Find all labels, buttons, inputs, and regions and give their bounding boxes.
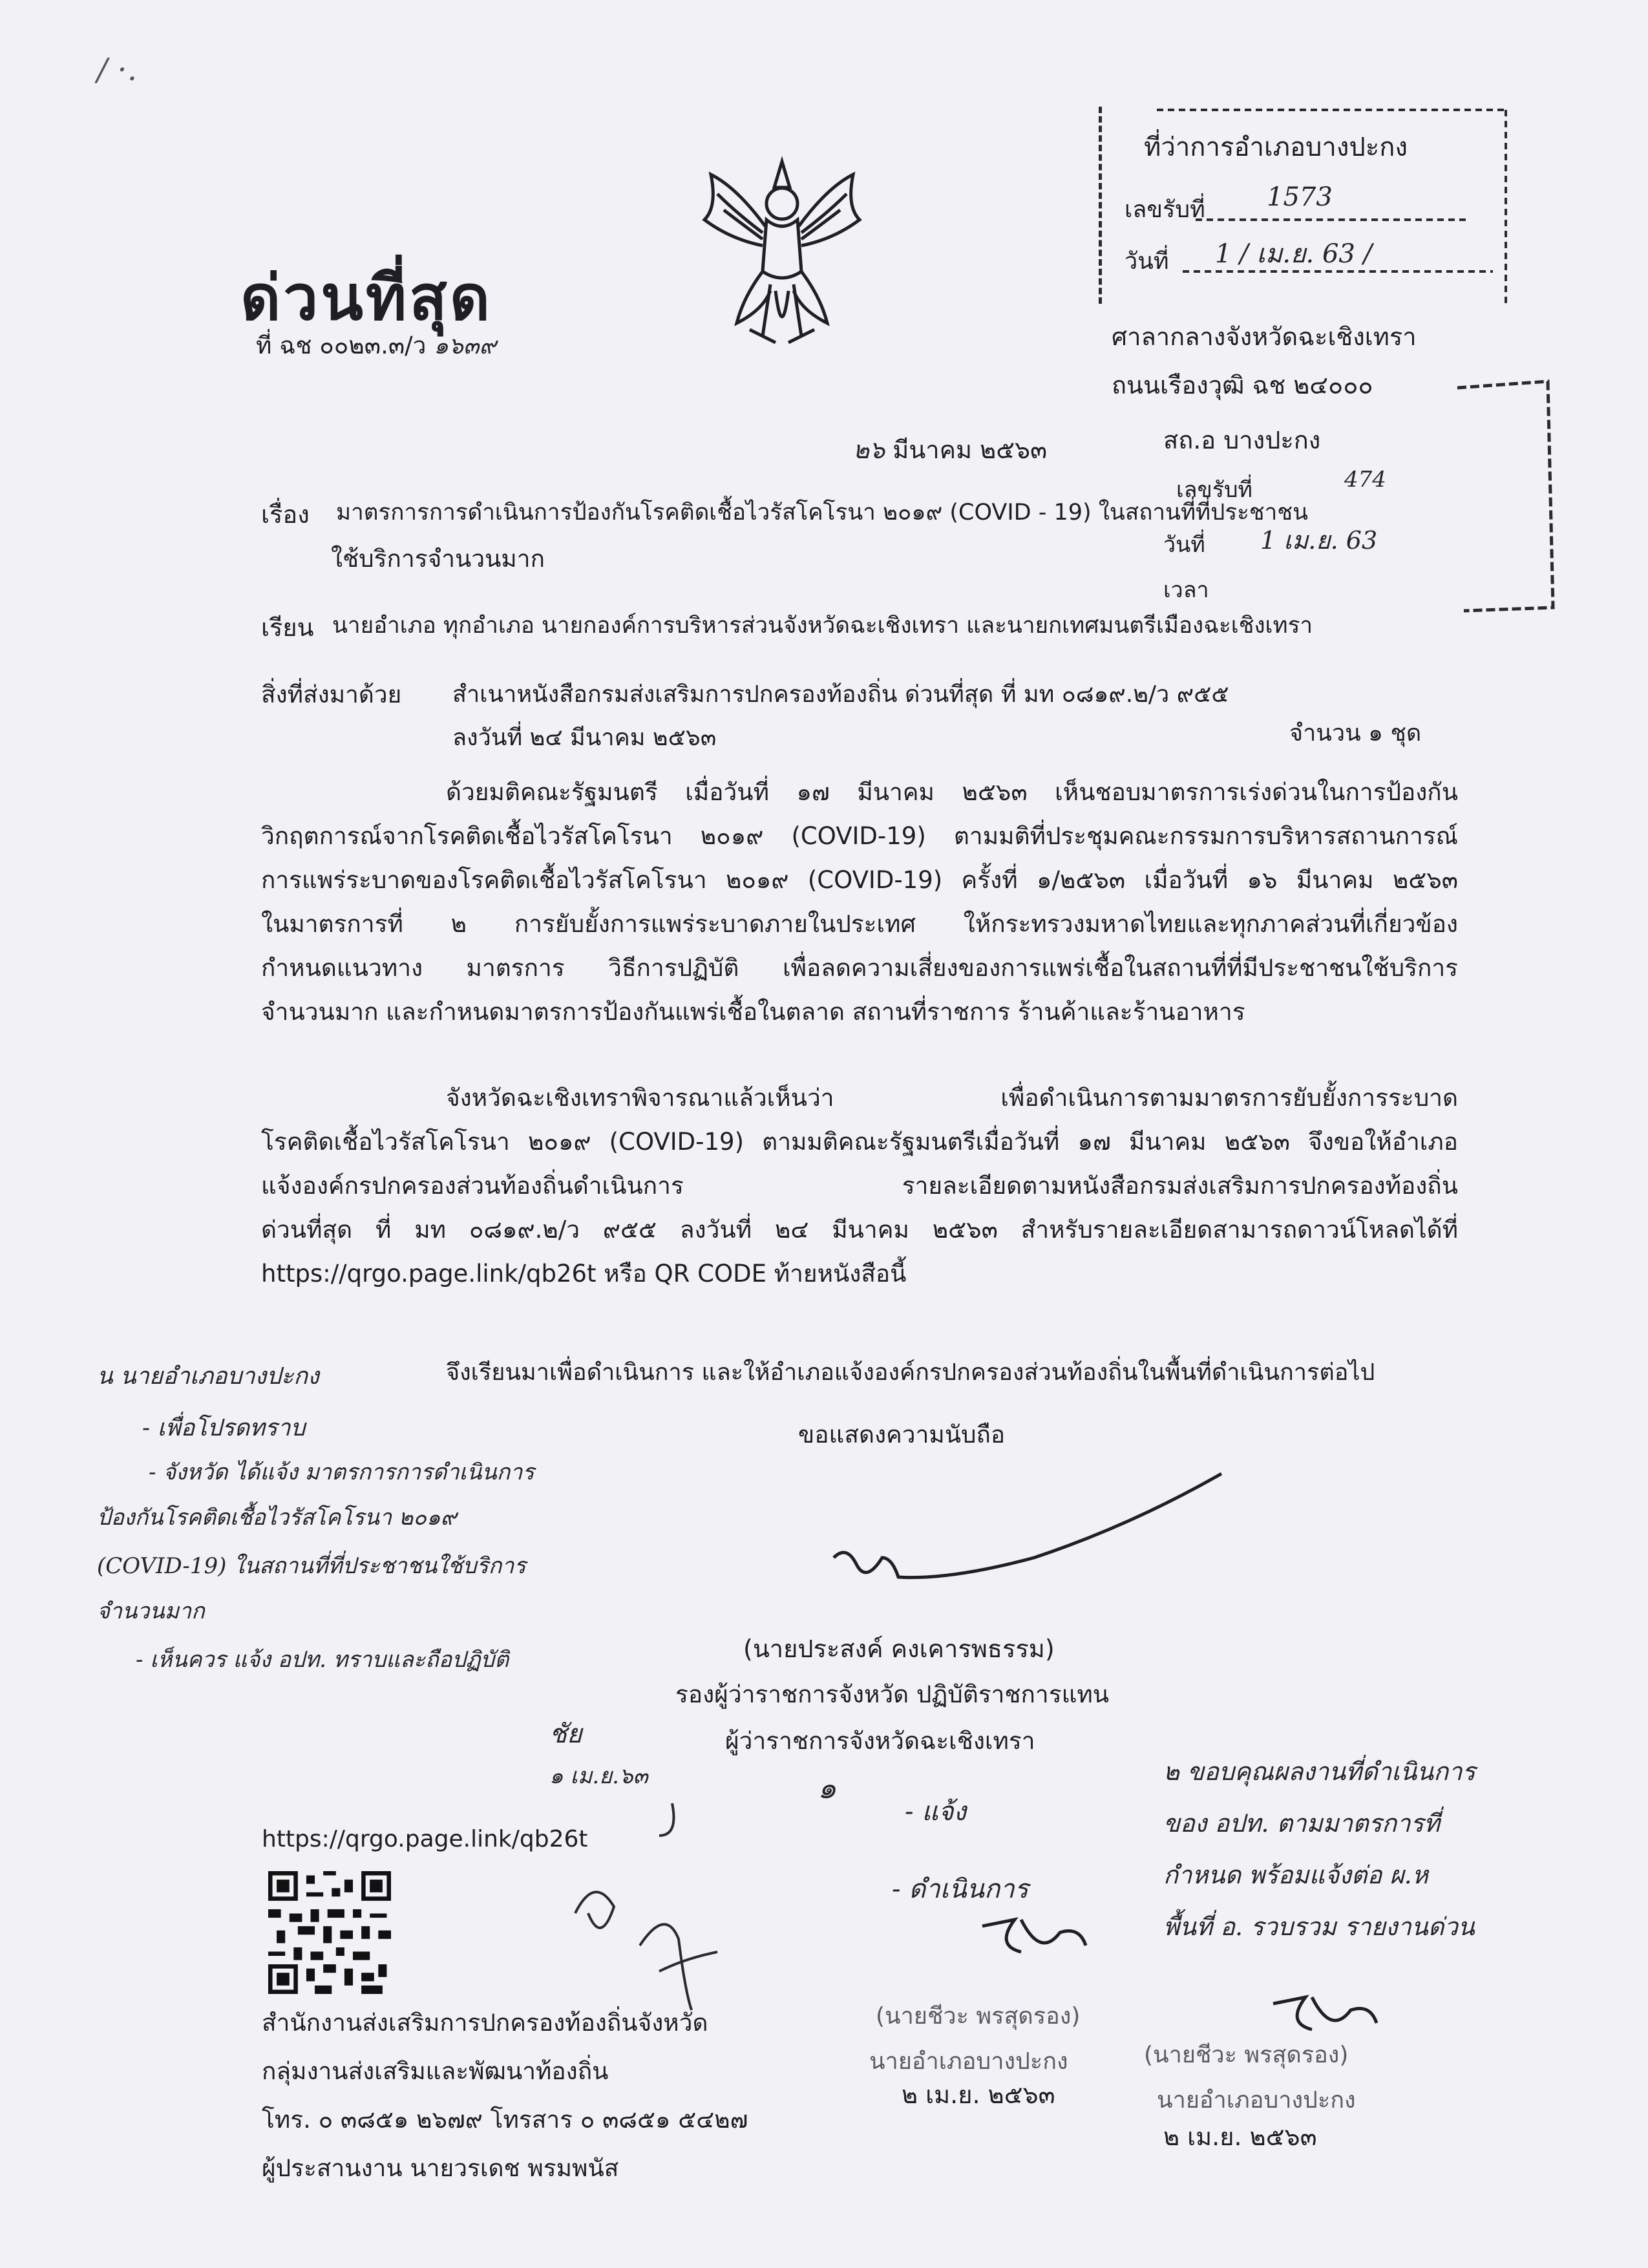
local-stamp-recv-no: 474 (1344, 467, 1386, 493)
letter-date-month-year: มีนาคม ๒๕๖๓ (893, 436, 1048, 464)
margin-note-line: - จังหวัด ได้แจ้ง มาตรการการดำเนินการ (149, 1459, 534, 1485)
district-stamp-recv-label: เลขรับที่ (1125, 196, 1205, 223)
signatory-name: (นายประสงค์ คงเคารพธรรม) (743, 1635, 1055, 1663)
local-stamp-date: 1 เม.ย. 63 (1260, 526, 1378, 555)
doc-number (256, 326, 496, 365)
para2-line: แจ้งองค์กรปกครองส่วนท้องถิ่นดำเนินการ รายละเอียดตามหนังสือกรมส่งเสริมการปกครองท้องถิ่น (261, 1172, 1458, 1200)
enclosure-label: สิ่งที่ส่งมาด้วย (261, 681, 402, 708)
to-text: นายอำเภอ ทุกอำเภอ นายกองค์การบริหารส่วนจังหวัดฉะเชิงเทรา และนายกเทศมนตรีเมืองฉะเชิงเทรา (332, 613, 1313, 639)
signatory-title1: รองผู้ว่าราชการจังหวัด ปฏิบัติราชการแทน (675, 1680, 1110, 1708)
para1-line: กำหนดแนวทาง มาตรการ วิธีการปฏิบัติ เพื่อลดความเสี่ยงของการแพร่เชื้อในสถานที่ที่มีประชาชนใช้บริการ (261, 954, 1458, 982)
margin-note-line: ป้องกันโรคติดเชื้อไวรัสโคโรนา ๒๐๑๙ (97, 1505, 457, 1531)
footer-line: โทร. ๐ ๓๘๕๑ ๒๖๗๙ โทรสาร ๐ ๓๘๕๑ ๕๔๒๗ (262, 2106, 748, 2134)
district-stamp-date: 1 / เม.ย. 63 / (1215, 239, 1373, 269)
para1-line: วิกฤตการณ์จากโรคติดเชื้อไวรัสโคโรนา ๒๐๑๙ (COVID-19) ตามมติที่ประชุมคณะกรรมการบริหารสถานการณ์ (261, 822, 1458, 850)
district-chief-title-2: นายอำเภอบางปะกง (1157, 2087, 1356, 2114)
right-note-line: กำหนด พร้อมแจ้งต่อ ผ.ห (1163, 1861, 1428, 1889)
subject-label: เรื่อง (261, 500, 310, 529)
margin-note-line: - เห็นควร แจ้ง อปท. ทราบและถือปฏิบัติ (136, 1647, 509, 1673)
footer-line: ผู้ประสานงาน นายวรเดช พรมพนัส (262, 2154, 619, 2182)
garuda-emblem (698, 149, 866, 349)
local-stamp-title: สถ.อ บางปะกง (1163, 426, 1321, 454)
district-chief-title-1: นายอำเภอบางปะกง (869, 2048, 1068, 2075)
urgency-stamp: ด่วนที่สุด (240, 261, 493, 334)
para1-line: การแพร่ระบาดของโรคติดเชื้อไวรัสโคโรนา ๒๐๑๙ (COVID-19) ครั้งที่ ๑/๒๕๖๓ เมื่อวันที่ ๑๖ มีนาคม ๒๕๖๓ (261, 866, 1458, 894)
scan-mark: / ·. (97, 52, 137, 88)
district-stamp-dotted-lines (1118, 110, 1519, 304)
initial-mark: ชัย (549, 1719, 582, 1749)
enclosure-count: จำนวน ๑ ชุด (1289, 720, 1422, 747)
district-chief-name-1: (นายชีวะ พรสุดรอง) (876, 2003, 1081, 2030)
closing: ขอแสดงความนับถือ (798, 1421, 1006, 1448)
initial-date: ๑ เม.ย.๖๓ (549, 1763, 648, 1789)
margin-note-line: - เพื่อโปรดทราบ (142, 1415, 306, 1441)
qr-code-icon (268, 1871, 391, 1994)
local-stamp-date-label: วันที่ (1163, 532, 1205, 558)
margin-note-line: (COVID-19) ในสถานที่ที่ประชาชนใช้บริการ (97, 1553, 526, 1579)
subject-line2: ใช้บริการจำนวนมาก (331, 545, 545, 573)
enclosure-line2: ลงวันที่ ๒๔ มีนาคม ๒๕๖๓ (452, 725, 717, 751)
district-chief-date-2: ๒ เม.ย. ๒๕๖๓ (1163, 2123, 1317, 2151)
issuer-address-line2: ถนนเรืองวุฒิ ฉช ๒๔๐๐๐ (1112, 371, 1373, 399)
doc-number-handwritten: ๑๖๓๙ (434, 333, 496, 359)
doc-number-printed: ที่ ฉช ๐๐๒๓.๓/ว (256, 332, 427, 359)
footer-line: กลุ่มงานส่งเสริมและพัฒนาท้องถิ่น (262, 2057, 609, 2085)
district-stamp-recv-no: 1573 (1267, 182, 1333, 212)
district-stamp-date-label: วันที่ (1125, 248, 1169, 275)
footer-line: สำนักงานส่งเสริมการปกครองท้องถิ่นจังหวัด (262, 2009, 708, 2037)
qr-url: https://qrgo.page.link/qb26t (262, 1826, 588, 1852)
order-line: - แจ้ง (905, 1797, 966, 1827)
right-note-line: ๒ ขอบคุณผลงานที่ดำเนินการ (1163, 1757, 1475, 1786)
local-stamp-recv-label: เลขรับที่ (1176, 477, 1252, 503)
letter-date (853, 430, 1047, 469)
order-line: - ดำเนินการ (892, 1874, 1029, 1904)
para1-line: ด้วยมติคณะรัฐมนตรี เมื่อวันที่ ๑๗ มีนาคม ๒๕๖๓ เห็นชอบมาตรการเร่งด่วนในการป้องกัน (446, 778, 1458, 806)
order-number: ๑ (818, 1770, 837, 1805)
margin-note-line: จำนวนมาก (97, 1598, 205, 1624)
issuer-address-line1: ศาลากลางจังหวัดฉะเชิงเทรา (1112, 323, 1417, 351)
district-chief-date-1: ๒ เม.ย. ๒๕๖๓ (902, 2081, 1055, 2109)
district-stamp-title: ที่ว่าการอำเภอบางปะกง (1144, 132, 1408, 162)
enclosure-line1: สำเนาหนังสือกรมส่งเสริมการปกครองท้องถิ่น ด่วนที่สุด ที่ มท ๐๘๑๙.๒/ว ๙๕๕ (452, 681, 1229, 708)
letter-date-day: ๒๖ (853, 436, 885, 464)
para1-line: ในมาตรการที่ ๒ การยับยั้งการแพร่ระบาดภายในประเทศ ให้กระทรวงมหาดไทยและทุกภาคส่วนที่เกี่ยวข้อง (261, 910, 1458, 938)
right-note-line: พื้นที่ อ. รวบรวม รายงานด่วน (1163, 1913, 1475, 1941)
right-note-line: ของ อปท. ตามมาตรการที่ (1163, 1809, 1440, 1838)
subject-line1: มาตรการการดำเนินการป้องกันโรคติดเชื้อไวรัสโคโรนา ๒๐๑๙ (COVID - 19) ในสถานที่ที่ประชาชน (336, 500, 1309, 525)
para2-line: โรคติดเชื้อไวรัสโคโรนา ๒๐๑๙ (COVID-19) ตามมติคณะรัฐมนตรีเมื่อวันที่ ๑๗ มีนาคม ๒๕๖๓ จึงขอให้อำเภอ (261, 1128, 1458, 1156)
district-chief-name-2: (นายชีวะ พรสุดรอง) (1144, 2042, 1349, 2068)
para3: จึงเรียนมาเพื่อดำเนินการ และให้อำเภอแจ้งองค์กรปกครองส่วนท้องถิ่นในพื้นที่ดำเนินการต่อไป (446, 1359, 1375, 1386)
signatory-title2: ผู้ว่าราชการจังหวัดฉะเชิงเทรา (725, 1727, 1035, 1755)
para2-line: ด่วนที่สุด ที่ มท ๐๘๑๙.๒/ว ๙๕๕ ลงวันที่ ๒๔ มีนาคม ๒๕๖๓ สำหรับรายละเอียดสามารถดาวน์โหลดได้ที่ (261, 1216, 1458, 1244)
local-office-stamp-frame (1457, 388, 1554, 614)
para1-line: จำนวนมาก และกำหนดมาตรการป้องกันแพร่เชื้อในตลาด สถานที่ราชการ ร้านค้าและร้านอาหาร (261, 998, 1245, 1026)
to-label: เรียน (261, 613, 314, 642)
para2-line: https://qrgo.page.link/qb26t หรือ QR CODE ท้ายหนังสือนี้ (261, 1260, 907, 1288)
district-chief-signature-1 (969, 1907, 1099, 1984)
governor-signature (821, 1461, 1273, 1616)
margin-note-line: น นายอำเภอบางปะกง (97, 1363, 319, 1390)
para2-line: จังหวัดฉะเชิงเทราพิจารณาแล้วเห็นว่า เพื่อดำเนินการตามมาตรการยับยั้งการระบาด (446, 1084, 1458, 1112)
local-stamp-time-label: เวลา (1163, 577, 1209, 603)
